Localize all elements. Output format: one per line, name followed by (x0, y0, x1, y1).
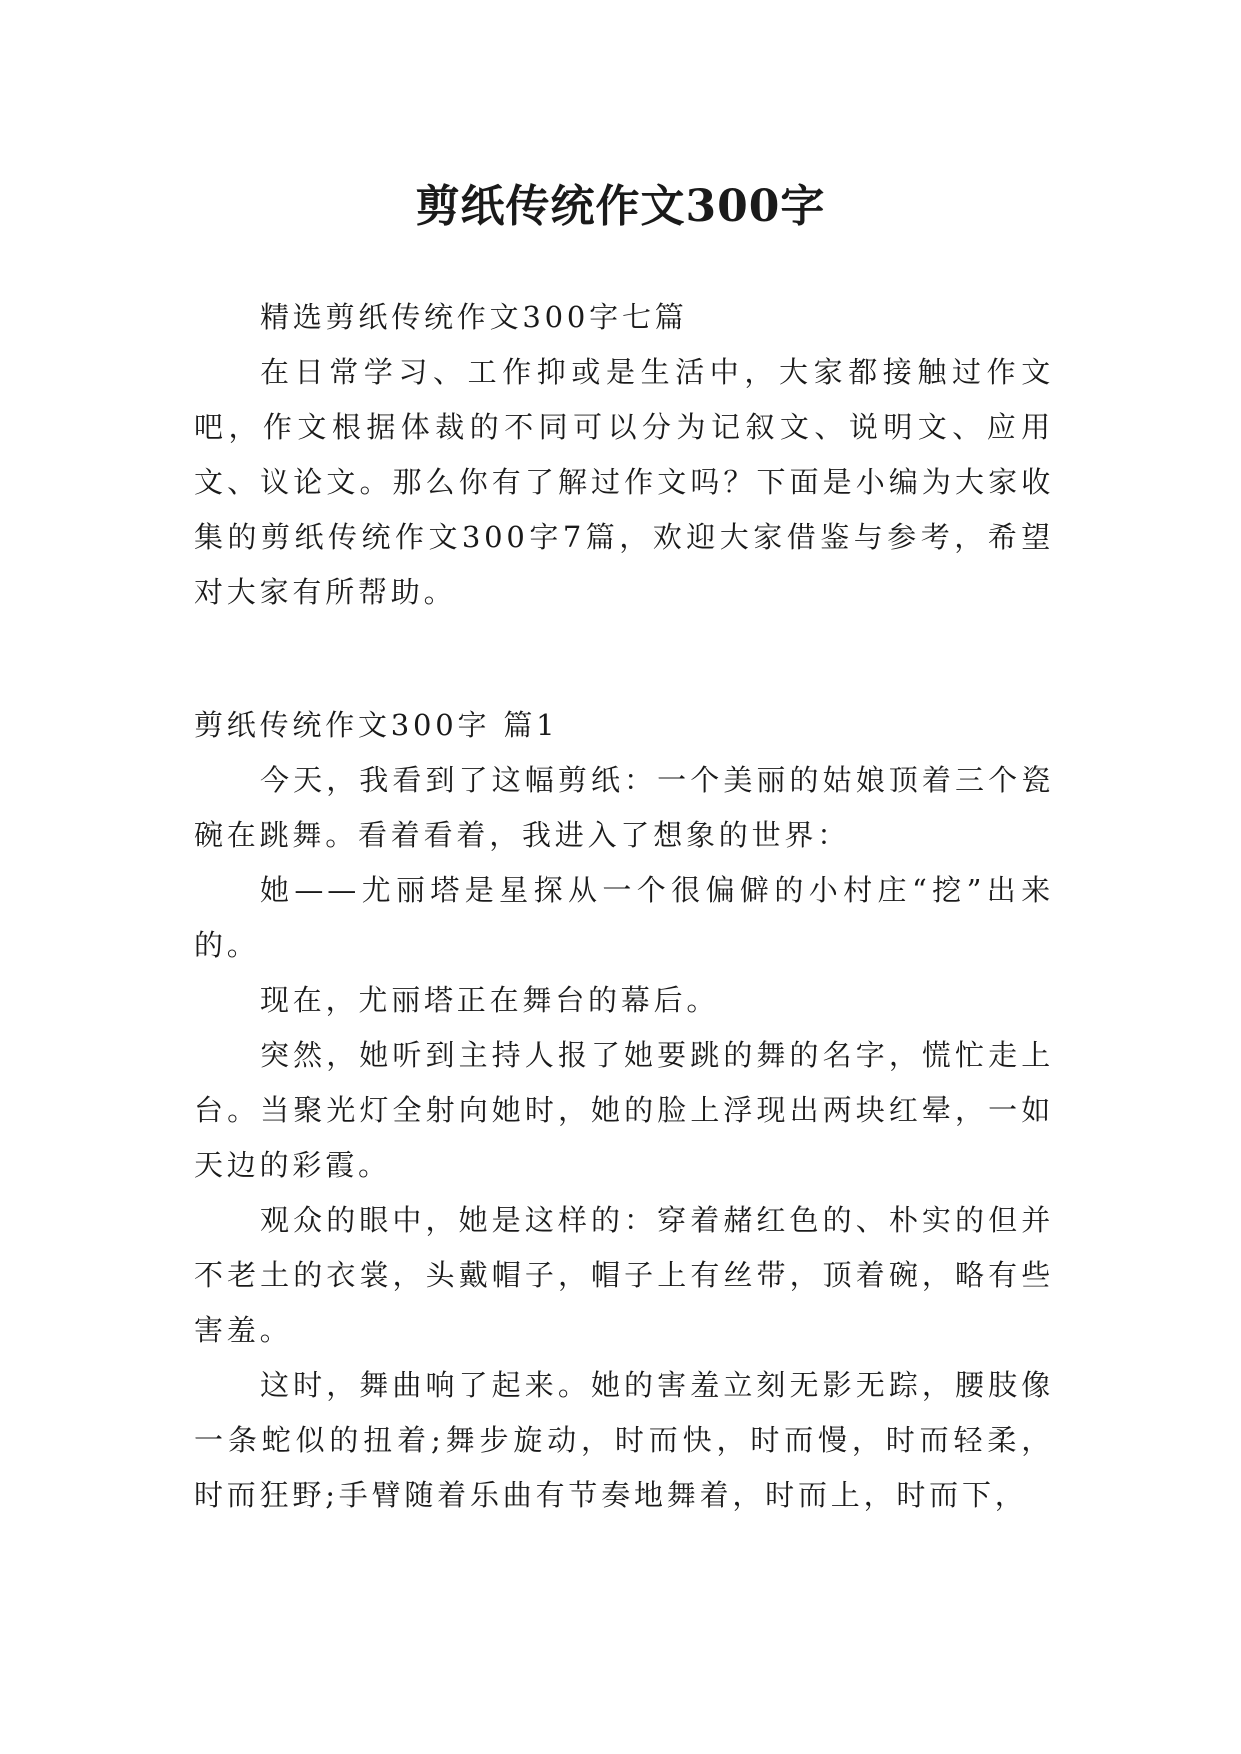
intro-section (194, 290, 1054, 620)
article-section (194, 698, 1054, 1523)
intro-paragraph: 在日常学习、工作抑或是生活中，大家都接触过作文吧，作文根据体裁的不同可以分为记叙文、说明文、应用文、议论文。那么你有了解过作文吗？下面是小编为大家收集的剪纸传统作文300字7篇，欢迎大家借鉴与参考，希望对大家有所帮助。 (194, 355, 1054, 609)
article-paragraph: 今天，我看到了这幅剪纸：一个美丽的姑娘顶着三个瓷碗在跳舞。看着看着，我进入了想象的世界： (194, 763, 1054, 852)
article-paragraph: 突然，她听到主持人报了她要跳的舞的名字，慌忙走上台。当聚光灯全射向她时，她的脸上浮现出两块红晕，一如天边的彩霞。 (194, 1038, 1054, 1182)
article-heading: 剪纸传统作文300字 篇1 (194, 708, 559, 742)
article-paragraph: 现在，尤丽塔正在舞台的幕后。 (260, 983, 720, 1017)
article-paragraph: 观众的眼中，她是这样的：穿着赭红色的、朴实的但并不老土的衣裳，头戴帽子，帽子上有丝带，顶着碗，略有些害羞。 (194, 1203, 1054, 1347)
article-paragraph: 这时，舞曲响了起来。她的害羞立刻无影无踪，腰肢像一条蛇似的扭着;舞步旋动，时而快，时而慢，时而轻柔，时而狂野;手臂随着乐曲有节奏地舞着，时而上，时而下， (194, 1368, 1054, 1512)
article-paragraph: 她——尤丽塔是星探从一个很偏僻的小村庄“挖”出来的。 (194, 873, 1054, 962)
document-title: 剪纸传统作文300字 (415, 181, 826, 233)
intro-subtitle: 精选剪纸传统作文300字七篇 (260, 300, 688, 334)
